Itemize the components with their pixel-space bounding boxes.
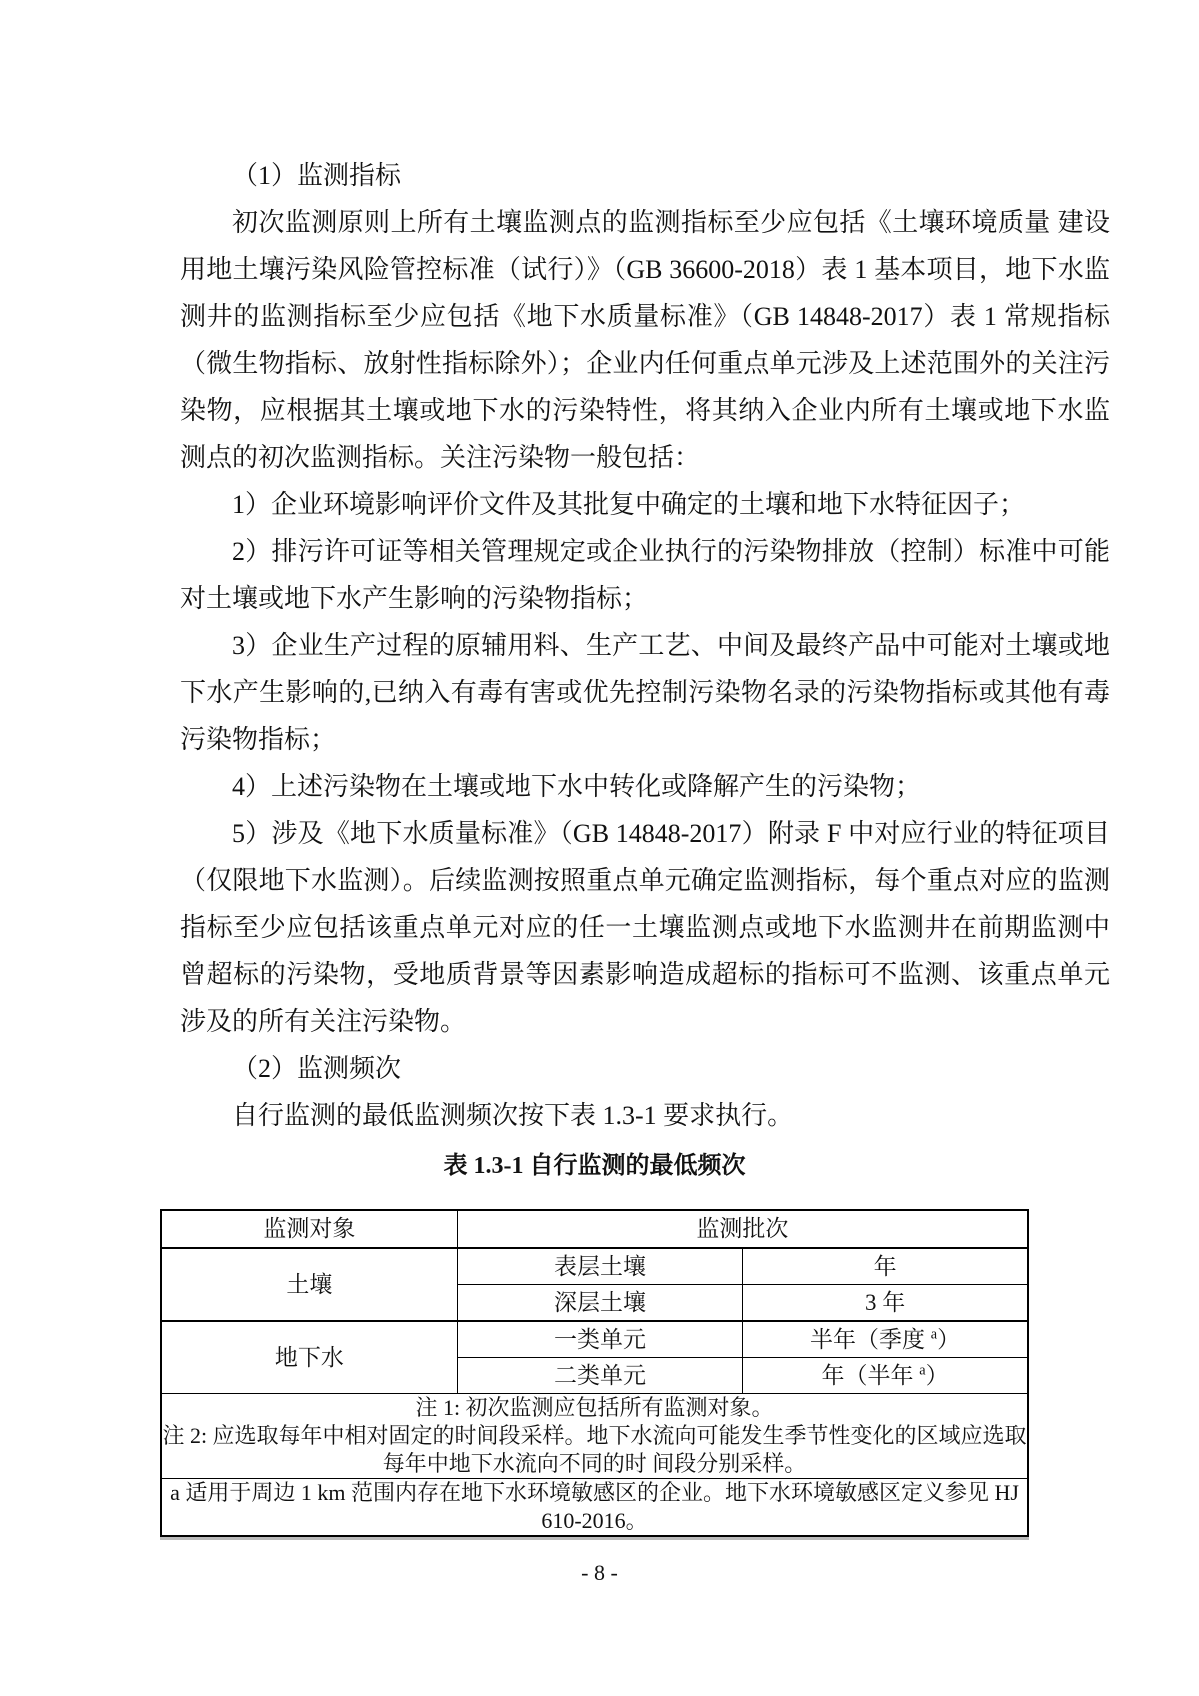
section-heading-monitoring-indicators: （1）监测指标 [232, 161, 402, 190]
page-number: - 8 - [581, 1560, 618, 1585]
list-item-4-transformation-products: 4）上述污染物在土壤或地下水中转化或降解产生的污染物； [232, 772, 922, 801]
list-item-2-discharge-permit: 2）排污许可证等相关管理规定或企业执行的污染物排放（控制）标准中可能对土壤或地下水产生影响的污染物指标； [180, 537, 1110, 613]
header-cell-monitoring-batch: 监测批次 [457, 1210, 1028, 1248]
group-cell-groundwater: 地下水 [161, 1321, 457, 1394]
paragraph-initial-monitoring-scope: 初次监测原则上所有土壤监测点的监测指标至少应包括《土壤环境质量 建设用地土壤污染风险管控标准（试行）》（GB 36600-2018）表 1 基本项目，地下水监测井的监测指标至少应包括《地下水质量标准》（GB 14848-2017）表 1 常规指标（微生物指标、放射性指标除外）；企业内任何重点单元涉及上述范围外的关注污染物，应根据其土壤或地下水的污染特性，将其纳入企业内所有土壤或地下水监测点的初次监测指标。关注污染物一般包括： [180, 208, 1110, 472]
frequency-text: 3 年 [864, 1289, 906, 1315]
paragraph-frequency-intro: 自行监测的最低监测频次按下表 1.3-1 要求执行。 [232, 1101, 794, 1130]
frequency-footnote-marker: a [930, 1325, 938, 1342]
table-note-2: 注 2: 应选取每年中相对固定的时间段采样。地下水流向可能发生季节性变化的区域应选取每年中地下水流向不同的时 间段分别采样。 [162, 1423, 1027, 1476]
frequency-cell-class1 [743, 1321, 1028, 1358]
page-content [162, 152, 1110, 1537]
table-header-row [161, 1210, 1028, 1248]
table-footnote-row [161, 1479, 1028, 1537]
footnote-cell: a 适用于周边 1 km 范围内存在地下水环境敏感区的企业。地下水环境敏感区定义参见 HJ 610-2016。 [161, 1479, 1028, 1537]
header-cell-monitoring-object: 监测对象 [161, 1210, 457, 1248]
frequency-cell-deep-soil [743, 1285, 1028, 1322]
frequency-footnote-marker: a [919, 1361, 926, 1378]
frequency-cell-class2 [743, 1358, 1028, 1394]
table-row-surface-soil [161, 1248, 1028, 1285]
unit-cell-surface-soil: 表层土壤 [457, 1248, 742, 1285]
frequency-text: 半年（季度 [810, 1326, 931, 1352]
unit-cell-class1: 一类单元 [457, 1321, 742, 1358]
notes-cell [161, 1394, 1028, 1479]
list-item-1-eia-factors: 1）企业环境影响评价文件及其批复中确定的土壤和地下水特征因子； [232, 490, 1026, 519]
frequency-text: 年 [873, 1253, 897, 1279]
frequency-text-post: ） [925, 1362, 949, 1388]
table-notes-row [161, 1394, 1028, 1479]
table-caption: 表 1.3-1 自行监测的最低频次 [443, 1153, 746, 1179]
frequency-text: 年（半年 [821, 1362, 920, 1388]
group-cell-soil: 土壤 [161, 1248, 457, 1321]
table-note-1: 注 1: 初次监测应包括所有监测对象。 [415, 1395, 774, 1420]
unit-cell-deep-soil: 深层土壤 [457, 1285, 742, 1322]
section-heading-monitoring-frequency: （2）监测频次 [232, 1054, 402, 1083]
frequency-text-post: ） [937, 1326, 961, 1352]
frequency-cell-surface-soil [743, 1248, 1028, 1285]
list-item-5-appendix-f: 5）涉及《地下水质量标准》（GB 14848-2017）附录 F 中对应行业的特征项目（仅限地下水监测）。后续监测按照重点单元确定监测指标，每个重点对应的监测指标至少应包括该重点单元对应的任一土壤监测点或地下水监测井在前期监测中曾超标的污染物，受地质背景等因素影响造成超标的指标可不监测、该重点单元涉及的所有关注污染物。 [180, 819, 1110, 1036]
table-row-class1-unit [161, 1321, 1028, 1358]
monitoring-frequency-table [160, 1209, 1029, 1537]
list-item-3-production-materials: 3）企业生产过程的原辅用料、生产工艺、中间及最终产品中可能对土壤或地下水产生影响的,已纳入有毒有害或优先控制污染物名录的污染物指标或其他有毒污染物指标； [180, 631, 1110, 754]
unit-cell-class2: 二类单元 [457, 1358, 742, 1394]
